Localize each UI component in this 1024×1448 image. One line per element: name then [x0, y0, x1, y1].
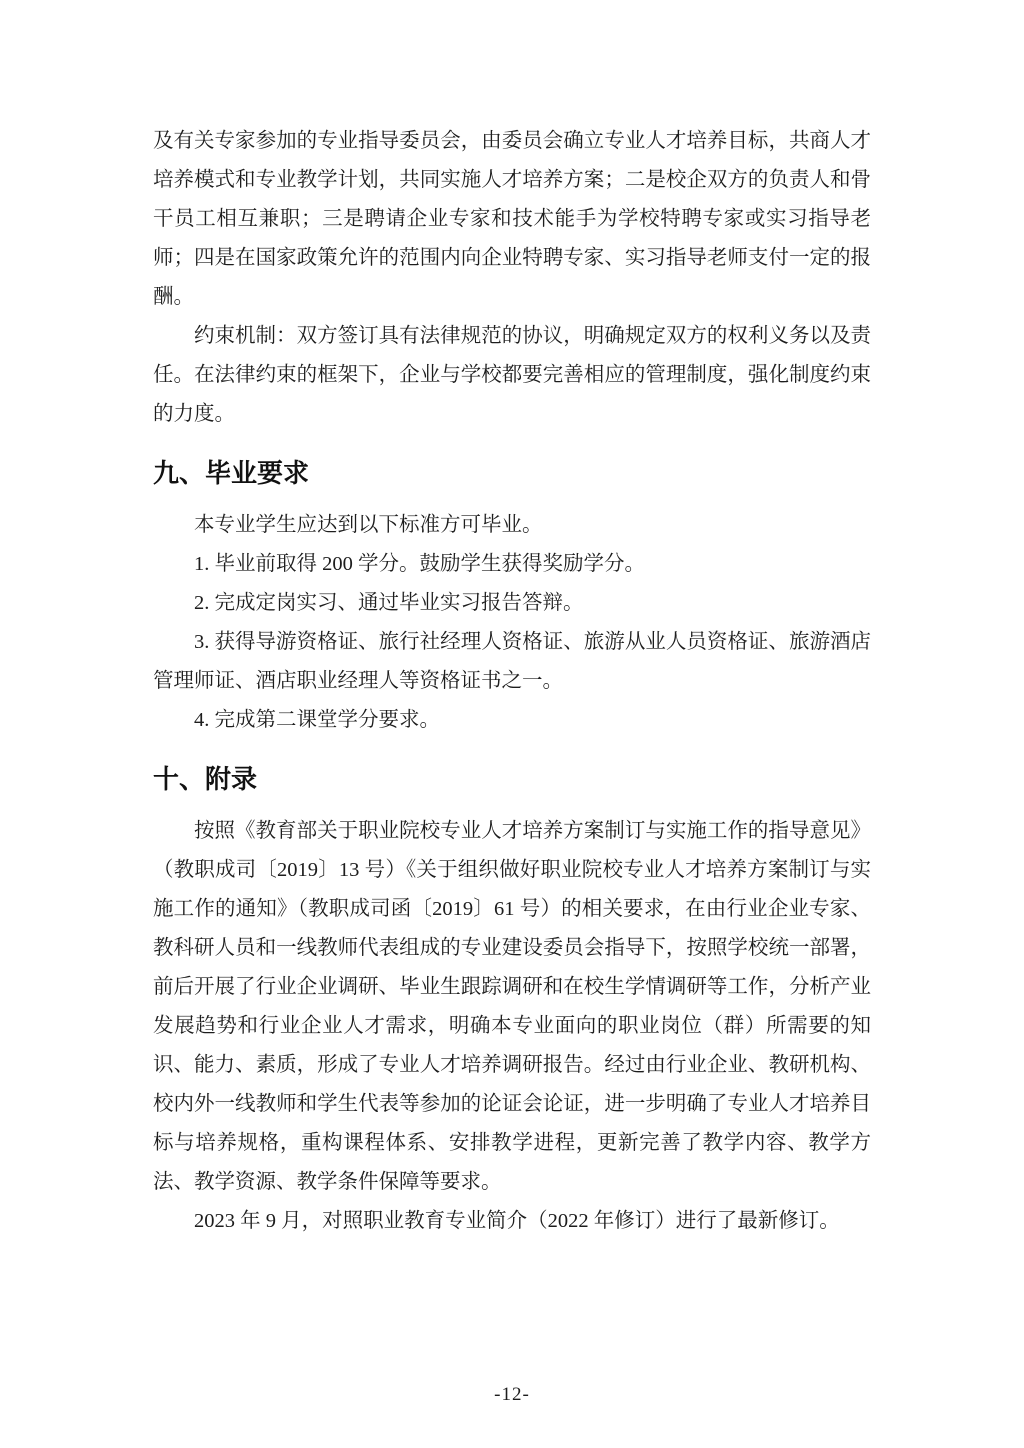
paragraph-graduation-intro: 本专业学生应达到以下标准方可毕业。	[194, 514, 543, 536]
list-item-internship: 2. 完成定岗实习、通过毕业实习报告答辩。	[194, 592, 584, 614]
list-item-certificates: 3. 获得导游资格证、旅行社经理人资格证、旅游从业人员资格证、旅游酒店管理师证、酒店职业经理人等资格证书之一。	[153, 631, 871, 692]
heading-graduation-requirements: 九、毕业要求	[153, 458, 310, 488]
list-item-credits: 1. 毕业前取得 200 学分。鼓励学生获得奖励学分。	[194, 553, 645, 575]
paragraph-revision-note: 2023 年 9 月，对照职业教育专业简介（2022 年修订）进行了最新修订。	[194, 1210, 840, 1232]
heading-appendix: 十、附录	[153, 764, 258, 794]
page-number: -12-	[494, 1384, 530, 1405]
list-item-second-classroom: 4. 完成第二课堂学分要求。	[194, 709, 440, 731]
page-footer	[0, 1384, 1024, 1406]
paragraph-constraint-mechanism: 约束机制：双方签订具有法律规范的协议，明确规定双方的权利义务以及责任。在法律约束的框架下，企业与学校都要完善相应的管理制度，强化制度约束的力度。	[153, 325, 871, 425]
paragraph-school-enterprise-continuation: 及有关专家参加的专业指导委员会，由委员会确立专业人才培养目标，共商人才培养模式和专业教学计划，共同实施人才培养方案；二是校企双方的负责人和骨干员工相互兼职；三是聘请企业专家和技术能手为学校特聘专家或实习指导老师；四是在国家政策允许的范围内向企业特聘专家、实习指导老师支付一定的报酬。	[153, 130, 871, 308]
paragraph-appendix-body: 按照《教育部关于职业院校专业人才培养方案制订与实施工作的指导意见》（教职成司〔2019〕13 号）《关于组织做好职业院校专业人才培养方案制订与实施工作的通知》（教职成司函〔2019〕61 号）的相关要求，在由行业企业专家、教科研人员和一线教师代表组成的专业建设委员会指导下，按照学校统一部署，前后开展了行业企业调研、毕业生跟踪调研和在校生学情调研等工作，分析产业发展趋势和行业企业人才需求，明确本专业面向的职业岗位（群）所需要的知识、能力、素质，形成了专业人才培养调研报告。经过由行业企业、教研机构、校内外一线教师和学生代表等参加的论证会论证，进一步明确了专业人才培养目标与培养规格，重构课程体系、安排教学进程，更新完善了教学内容、教学方法、教学资源、教学条件保障等要求。	[153, 820, 871, 1193]
